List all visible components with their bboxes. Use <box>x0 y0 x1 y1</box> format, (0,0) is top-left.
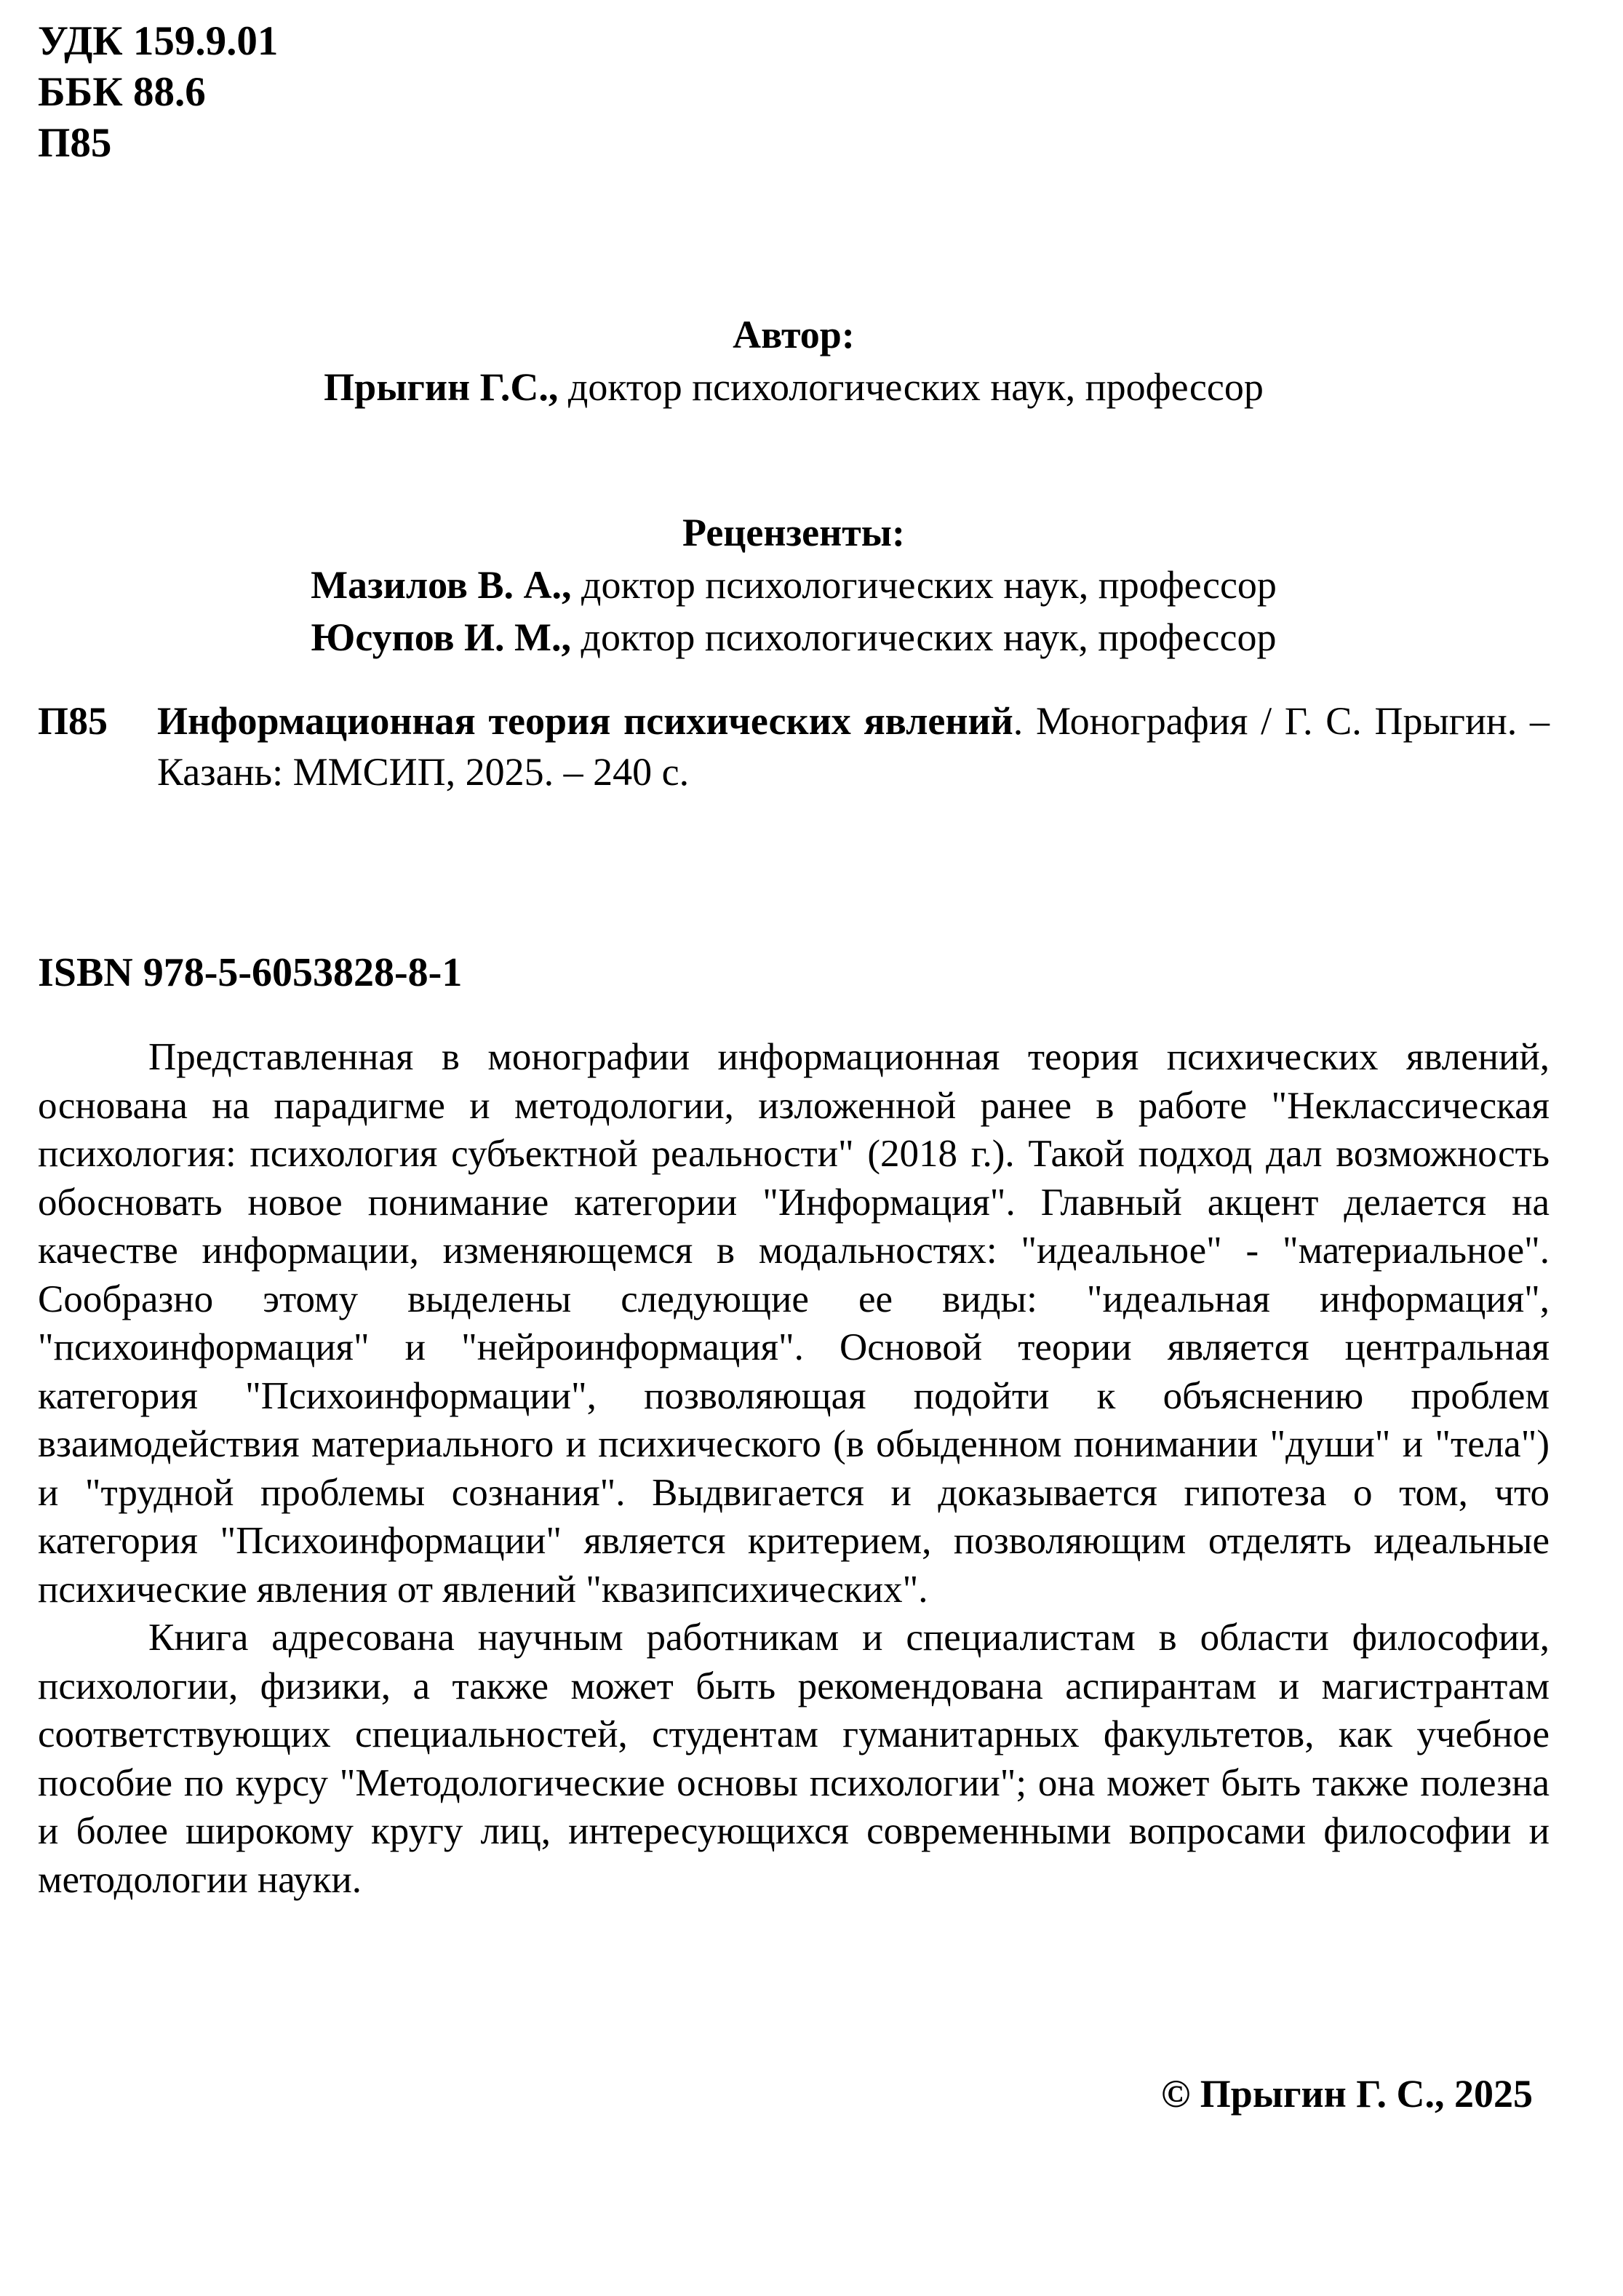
isbn: ISBN 978-5-6053828-8-1 <box>38 950 463 995</box>
reviewer-name: Мазилов В. А., <box>311 563 572 607</box>
copyright-notice: © Прыгин Г. С., 2025 <box>1160 2072 1533 2116</box>
classification-codes <box>38 16 278 169</box>
catalog-author-sign: П85 <box>38 699 108 743</box>
reviewer-credentials: доктор психологических наук, профессор <box>571 563 1277 607</box>
author-sign-code: П85 <box>38 120 112 166</box>
bbk-code: ББК 88.6 <box>38 69 206 115</box>
annotation-paragraph: Книга адресована научным работникам и специалистам в области философии, психологии, физики, а также может быть рекомендована аспирантам и магистрантам соответствующих специальностей, студентам гуманитарных факультетов, как учебное пособие по курсу "Методологические основы психологии"; она может быть также полезна и более широкому кругу лиц, интересующихся современными вопросами философии и методологии науки. <box>38 1617 1550 1901</box>
author-credentials: доктор психологических наук, профессор <box>558 365 1264 409</box>
author-line <box>38 361 1550 413</box>
annotation <box>38 1033 1550 1904</box>
author-section <box>38 308 1550 413</box>
catalog-entry <box>38 695 1550 797</box>
reviewers-heading: Рецензенты: <box>682 511 905 554</box>
reviewer-line <box>38 559 1550 611</box>
reviewer-line <box>38 611 1550 663</box>
author-heading: Автор: <box>733 313 855 356</box>
reviewer-credentials: доктор психологических наук, профессор <box>571 615 1277 659</box>
author-name: Прыгин Г.С., <box>324 365 559 409</box>
udk-code: УДК 159.9.01 <box>38 18 279 64</box>
reviewer-name: Юсупов И. М., <box>311 615 571 659</box>
catalog-description: . Монография / Г. С. Прыгин. – Казань: ММСИП, 2025. – 240 с. <box>157 699 1550 794</box>
book-title: Информационная теория психических явлений <box>157 699 1013 743</box>
annotation-paragraph: Представленная в монографии информационная теория психических явлений, основана на парадигме и методологии, изложенной ранее в работе "Неклассическая психология: психология субъектной реальности" (2018 г.). Такой подход дал возможность обосновать новое понимание категории "Информация". Главный акцент делается на качестве информации, изменяющемся в модальностях: "идеальное" - "материальное". Сообразно этому выделены следующие ее виды: "идеальная информация", "психоинформация" и "нейроинформация". Основой теории является центральная категория "Психоинформации", позволяющая подойти к объяснению проблем взаимодействия материального и психического (в обыденном понимании "души" и "тела") и "трудной проблемы сознания". Выдвигается и доказывается гипотеза о том, что категория "Психоинформации" является критерием, позволяющим отделять идеальные психические явления от явлений "квазипсихических". <box>38 1036 1550 1611</box>
reviewers-section <box>38 506 1550 663</box>
